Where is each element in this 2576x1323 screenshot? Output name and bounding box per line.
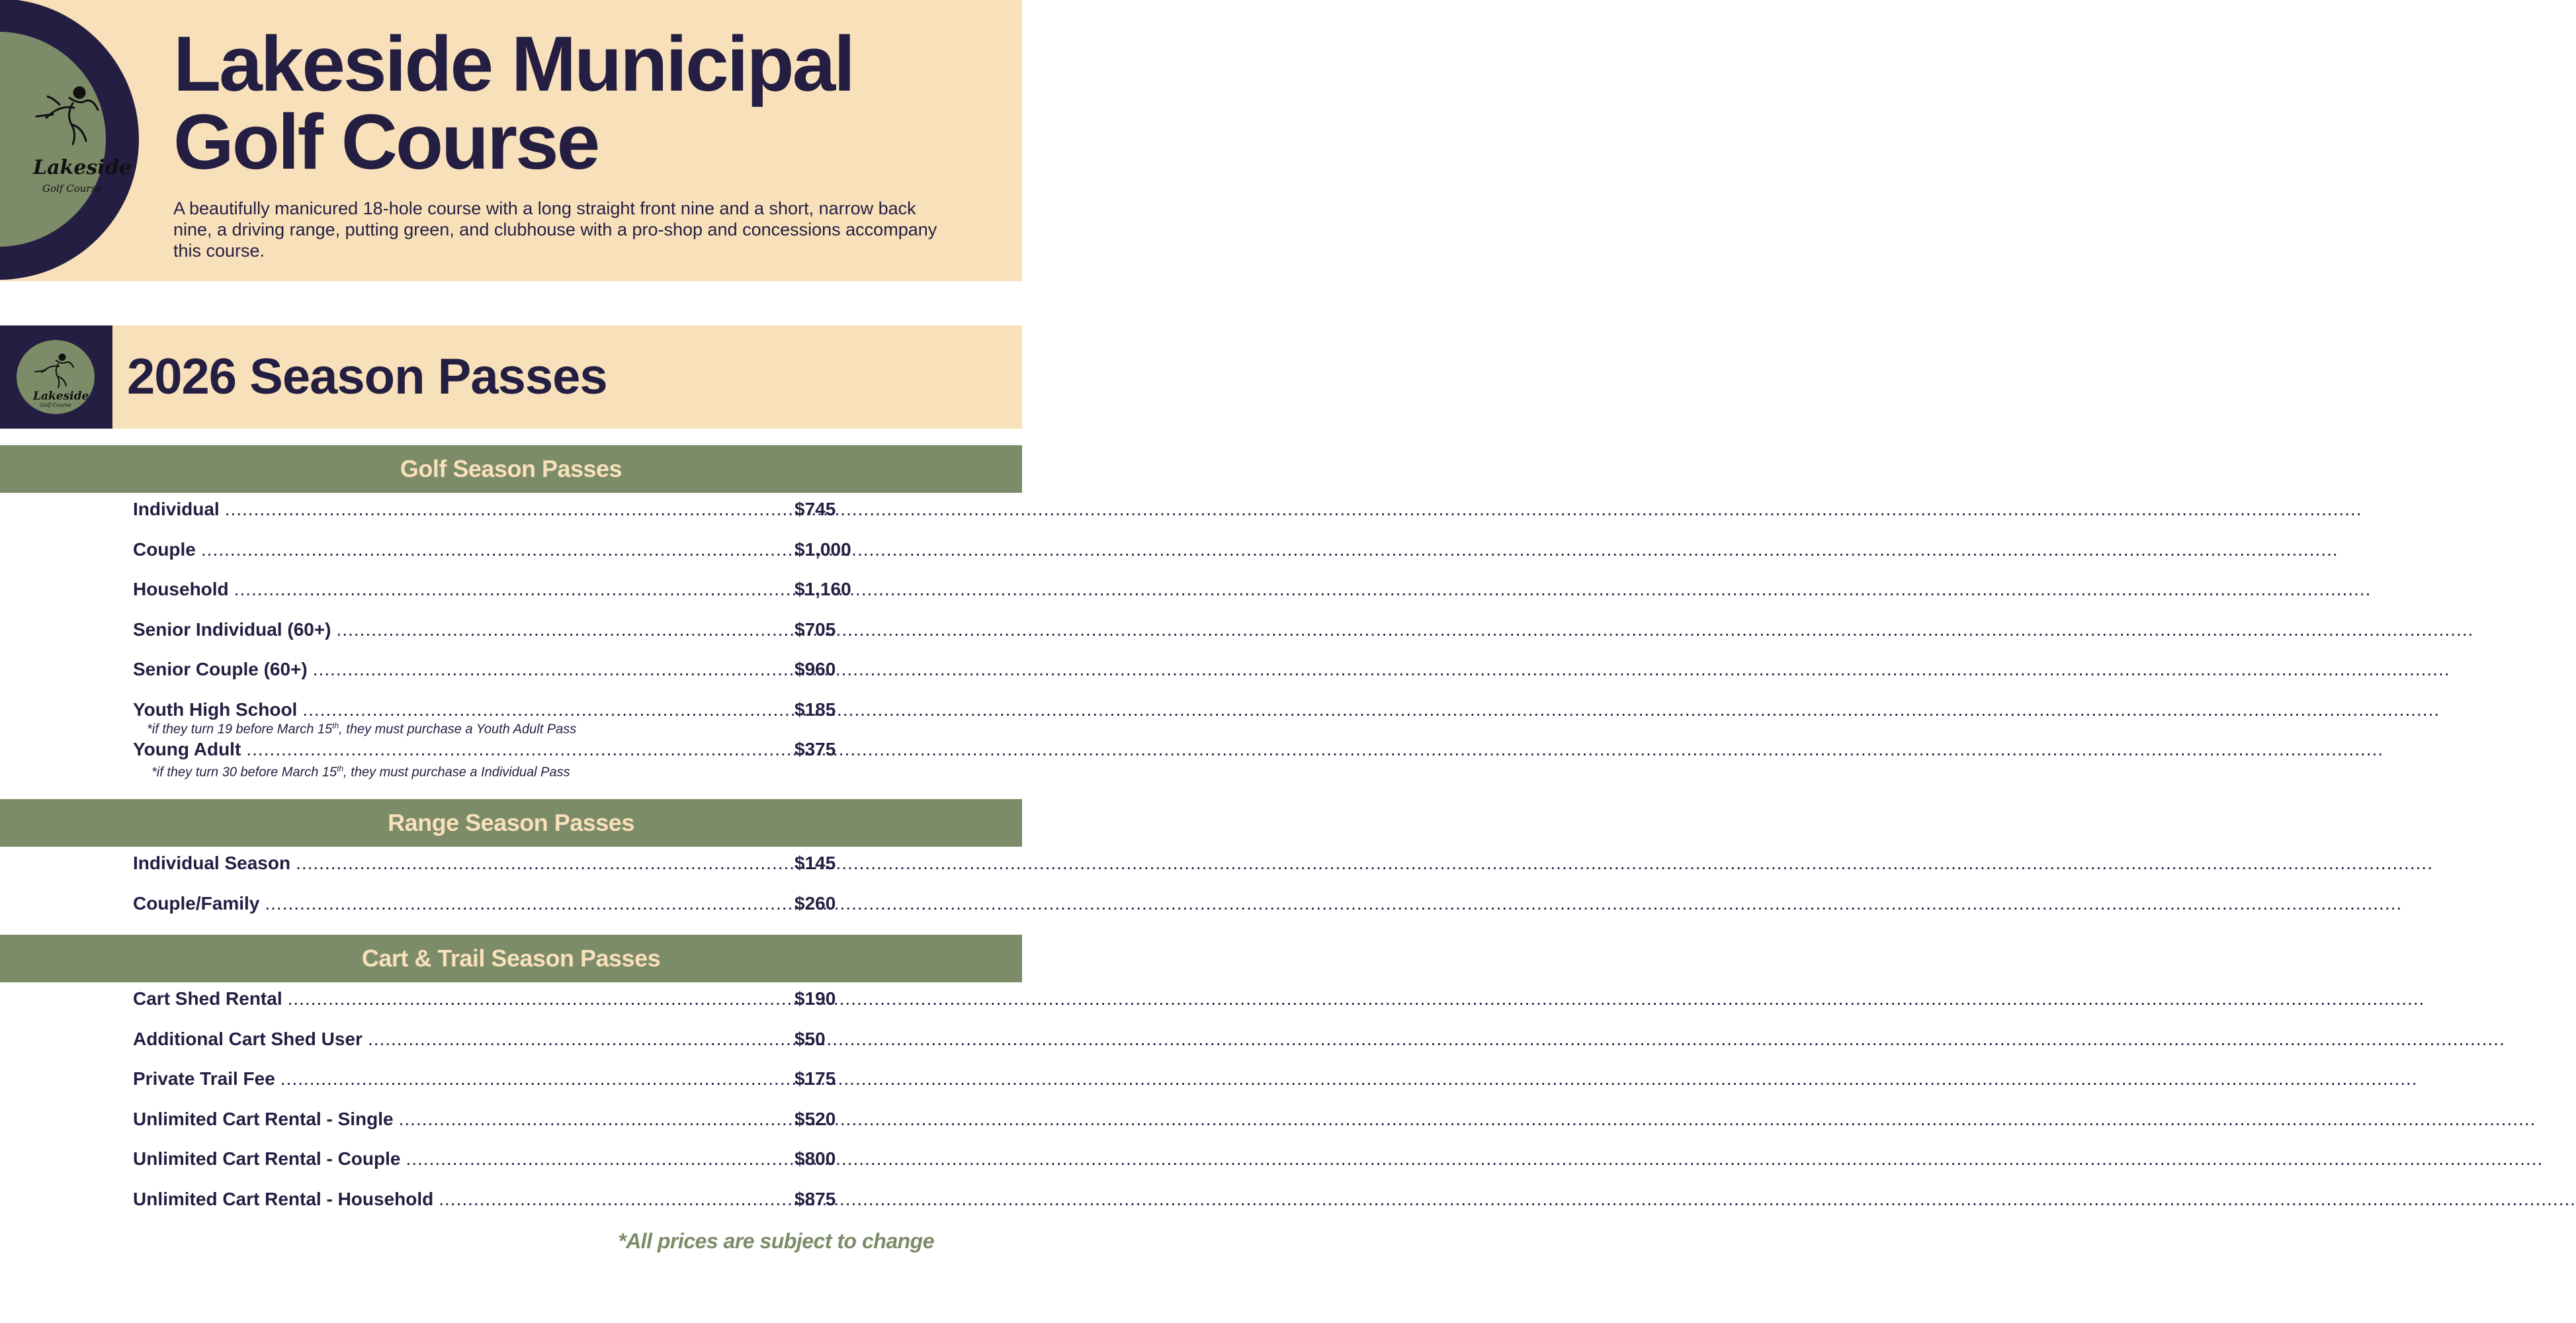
logo-text-sub: Golf Course — [42, 183, 103, 194]
dot-leader — [406, 1148, 780, 1170]
price-row-unlimited-cart-household — [133, 1189, 894, 1215]
pass-price: $745 — [794, 499, 836, 519]
dot-leader — [368, 1029, 780, 1050]
title-line-1: Lakeside Municipal — [173, 21, 853, 108]
season-logo-badge — [0, 325, 112, 429]
dot-leader — [201, 539, 780, 560]
price-row-unlimited-cart-single — [133, 1109, 894, 1135]
pass-price: $1,000 — [794, 539, 851, 560]
pass-price: $190 — [794, 988, 836, 1009]
dot-leader — [246, 739, 780, 760]
dot-leader — [337, 619, 780, 640]
price-row-individual — [133, 499, 894, 525]
pass-price: $185 — [794, 699, 836, 720]
pass-label: Senior Couple (60+) — [133, 659, 308, 679]
price-row-unlimited-cart-couple — [133, 1148, 894, 1175]
price-row-senior-individual — [133, 619, 894, 646]
pass-label: Private Trail Fee — [133, 1068, 275, 1089]
price-row-household — [133, 579, 894, 605]
pass-label: Couple — [133, 539, 196, 560]
dot-leader — [313, 659, 780, 680]
dot-leader — [288, 988, 780, 1009]
pass-price: $875 — [794, 1189, 836, 1209]
pass-label: Individual Season — [133, 853, 291, 873]
pass-label: Household — [133, 579, 229, 599]
dot-leader — [234, 579, 780, 600]
pass-price: $50 — [794, 1029, 826, 1049]
pass-label: Young Adult — [133, 739, 241, 759]
pass-label: Senior Individual (60+) — [133, 619, 331, 640]
golfer-swing-icon — [33, 349, 89, 408]
pass-price: $520 — [794, 1109, 836, 1129]
range-section-header: Range Season Passes — [0, 799, 1022, 847]
season-banner — [0, 325, 1022, 429]
pass-price: $145 — [794, 853, 836, 873]
youth-age-note: *if they turn 19 before March 15th, they must purchase a Youth Adult Pass — [147, 721, 577, 737]
golf-section-header: Golf Season Passes — [0, 445, 1022, 493]
pass-price: $175 — [794, 1068, 836, 1089]
price-row-senior-couple — [133, 659, 894, 685]
price-row-couple-family — [133, 893, 894, 919]
pass-price: $1,160 — [794, 579, 851, 599]
pass-price: $705 — [794, 619, 836, 640]
price-row-private-trail-fee — [133, 1068, 894, 1095]
logo-text-main: Lakeside — [33, 390, 89, 403]
hero-banner — [0, 0, 1022, 281]
price-disclaimer: *All prices are subject to change — [618, 1229, 934, 1253]
logo-text-main: Lakeside — [33, 156, 132, 179]
logo-text-sub: Golf Course — [40, 402, 72, 408]
pass-label: Individual — [133, 499, 220, 519]
pass-price: $960 — [794, 659, 836, 679]
price-row-additional-cart-shed-user — [133, 1029, 894, 1055]
page-title — [173, 21, 1007, 186]
pass-price: $375 — [794, 739, 836, 759]
dot-leader — [302, 699, 780, 720]
title-line-2: Golf Course — [173, 99, 599, 186]
dot-leader — [225, 499, 780, 520]
dot-leader — [439, 1189, 780, 1210]
dot-leader — [280, 1068, 780, 1089]
cart-section-header: Cart & Trail Season Passes — [0, 935, 1022, 982]
pass-label: Additional Cart Shed User — [133, 1029, 363, 1049]
price-row-young-adult — [133, 739, 894, 765]
young-adult-age-note: *if they turn 30 before March 15th, they must purchase a Individual Pass — [151, 764, 570, 780]
season-title: 2026 Season Passes — [127, 349, 607, 405]
pass-label: Unlimited Cart Rental - Couple — [133, 1148, 401, 1169]
pass-label: Unlimited Cart Rental - Household — [133, 1189, 434, 1209]
golfer-swing-icon — [33, 78, 132, 204]
pass-label: Cart Shed Rental — [133, 988, 282, 1009]
course-logo — [0, 0, 139, 280]
price-row-couple — [133, 539, 894, 566]
pass-label: Youth High School — [133, 699, 298, 720]
dot-leader — [265, 893, 780, 914]
dot-leader — [296, 853, 780, 874]
pass-label: Unlimited Cart Rental - Single — [133, 1109, 394, 1129]
pass-label: Couple/Family — [133, 893, 260, 914]
price-row-individual-season — [133, 853, 894, 879]
pass-price: $800 — [794, 1148, 836, 1169]
pass-price: $260 — [794, 893, 836, 914]
course-description: A beautifully manicured 18-hole course with a long straight front nine and a short, narrow back nine, a driving range, putting green, and clubhouse with a pro-shop and concessions accompany this course. — [173, 198, 937, 261]
dot-leader — [399, 1109, 780, 1130]
price-row-cart-shed-rental — [133, 988, 894, 1015]
